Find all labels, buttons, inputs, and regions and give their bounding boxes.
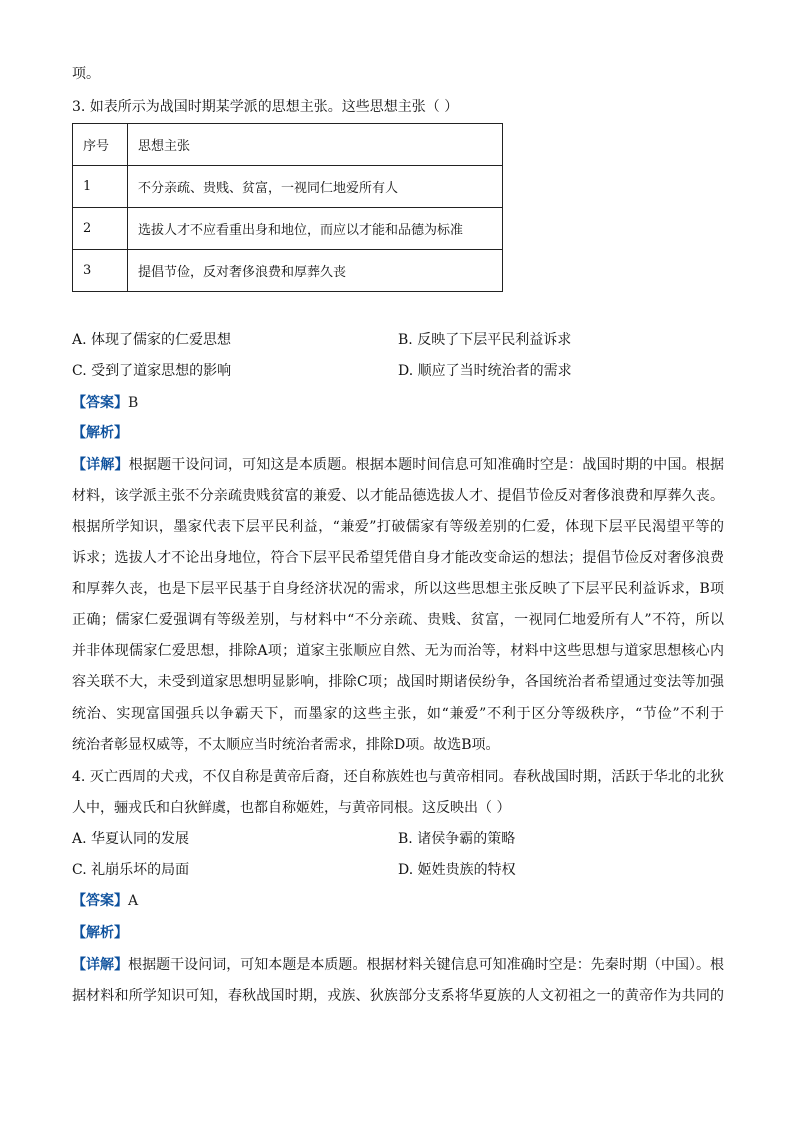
table-header-cell: 序号	[73, 124, 128, 166]
question-3-table	[72, 123, 503, 292]
question-4-option-b: B. 诸侯争霸的策略	[398, 831, 516, 847]
table-cell: 1	[73, 166, 128, 208]
table-header-row	[73, 124, 503, 166]
question-4-analysis-label	[72, 923, 128, 943]
question-4-stem-line: 人中，骊戎氏和白狄鲜虞，也都自称姬姓，与黄帝同根。这反映出（ ）	[72, 800, 511, 816]
question-4-stem-line: 4. 灭亡西周的犬戎，不仅自称是黄帝后裔，还自称族姓也与黄帝相同。春秋战国时期，活跃于华北的北狄	[72, 769, 724, 785]
answer-value: A	[128, 893, 139, 909]
table-cell: 提倡节俭，反对奢侈浪费和厚葬久丧	[128, 250, 503, 292]
question-3-detail-line: 诉求；选拔人才不论出身地位，符合下层平民希望凭借自身才能改变命运的想法；提倡节俭反对奢侈浪费	[72, 550, 724, 566]
table-header-cell: 思想主张	[128, 124, 503, 166]
question-3-detail-line: 并非体现儒家仁爱思想，排除A项；道家主张顺应自然、无为而治等，材料中这些思想与道家思想核心内	[72, 643, 724, 659]
detail-label: 【详解】	[72, 457, 129, 473]
question-3-detail-line: 正确；儒家仁爱强调有等级差别，与材料中“不分亲疏、贵贱、贫富，一视同仁地爱所有人”不符，所以	[72, 612, 724, 628]
question-4-option-c: C. 礼崩乐坏的局面	[72, 862, 190, 878]
analysis-label: 【解析】	[72, 425, 128, 441]
question-3-detail-line: 容关联不大，未受到道家思想明显影响，排除C项；战国时期诸侯纷争，各国统治者希望通过变法等加强	[72, 674, 724, 690]
question-4-option-a: A. 华夏认同的发展	[72, 831, 190, 847]
answer-value: B	[128, 395, 139, 411]
table-row	[73, 166, 503, 208]
question-3-option-b: B. 反映了下层平民利益诉求	[398, 332, 572, 348]
question-4-detail-line: 据材料和所学知识可知，春秋战国时期，戎族、狄族部分支系将华夏族的人文初祖之一的黄帝作为共同的	[72, 988, 724, 1004]
question-3-detail-line: 根据所学知识，墨家代表下层平民利益，“兼爱”打破儒家有等级差别的仁爱，体现下层平民渴望平等的	[72, 519, 724, 535]
answer-label: 【答案】	[72, 893, 128, 909]
question-3-option-c: C. 受到了道家思想的影响	[72, 363, 232, 379]
question-4-answer	[72, 891, 138, 911]
question-3-detail-line: 统治、实现富国强兵以争霸天下，而墨家的这些主张，如“兼爱”不利于区分等级秩序，“节俭”不利于	[72, 706, 724, 722]
question-3-detail-line: 材料，该学派主张不分亲疏贵贱贫富的兼爱、以才能品德选拔人才、提倡节俭反对奢侈浪费和厚葬久丧。	[72, 488, 724, 504]
detail-text: 根据题干设问词，可知本题是本质题。根据材料关键信息可知准确时空是：先秦时期（中国）。根	[128, 957, 725, 973]
analysis-label: 【解析】	[72, 925, 128, 941]
table-cell: 3	[73, 250, 128, 292]
table-row	[73, 250, 503, 292]
question-4-detail-line	[72, 955, 724, 975]
detail-label: 【详解】	[72, 957, 129, 973]
table-row	[73, 208, 503, 250]
question-3-answer	[72, 393, 138, 413]
question-3-detail-line	[72, 455, 724, 475]
question-4-option-d: D. 姬姓贵族的特权	[398, 862, 516, 878]
question-3-option-a: A. 体现了儒家的仁爱思想	[72, 332, 232, 348]
detail-text: 根据题干设问词，可知这是本质题。根据本题时间信息可知准确时空是：战国时期的中国。根据	[128, 457, 725, 473]
question-3-option-d: D. 顺应了当时统治者的需求	[398, 363, 572, 379]
table-cell: 选拔人才不应看重出身和地位，而应以才能和品德为标准	[128, 208, 503, 250]
question-3-detail-line: 统治者彰显权威等，不太顺应当时统治者需求，排除D项。故选B项。	[72, 737, 500, 753]
table-cell: 不分亲疏、贵贱、贫富，一视同仁地爱所有人	[128, 166, 503, 208]
answer-label: 【答案】	[72, 395, 128, 411]
previous-answer-tail: 项。	[72, 66, 100, 82]
question-3-analysis-label	[72, 423, 128, 443]
table-cell: 2	[73, 208, 128, 250]
question-3-detail-line: 和厚葬久丧，也是下层平民基于自身经济状况的需求，所以这些思想主张反映了下层平民利益诉求，B项	[72, 581, 724, 597]
question-3-stem: 3. 如表所示为战国时期某学派的思想主张。这些思想主张（ ）	[72, 99, 459, 115]
